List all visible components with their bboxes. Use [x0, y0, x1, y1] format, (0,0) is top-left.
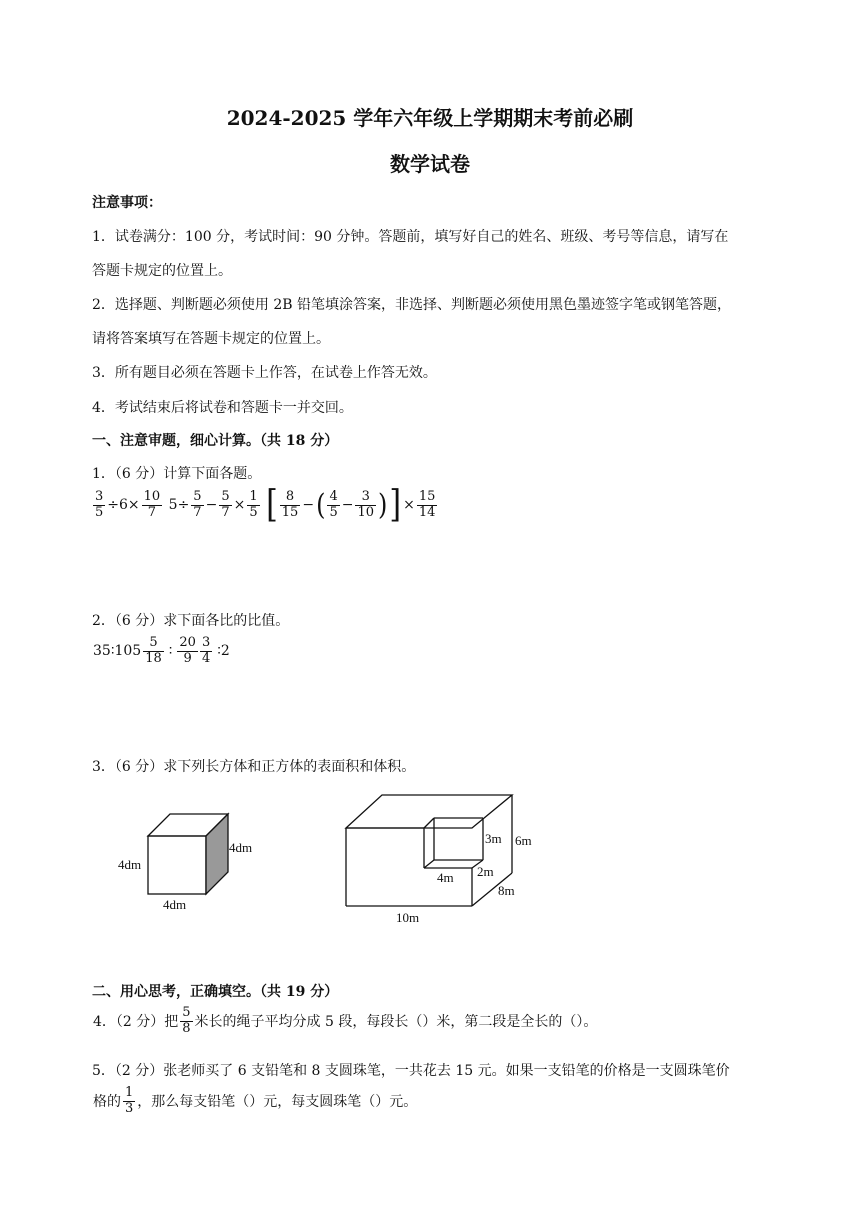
- notch-depth-label: 2m: [477, 864, 494, 879]
- operator: ÷6×: [107, 497, 140, 514]
- fraction: $\frac{1}{3}$: [125, 1085, 134, 1116]
- box-length-label: 10m: [396, 910, 420, 925]
- fraction: $\frac{4}{5}$: [329, 489, 338, 520]
- ratio-1: 35∶105: [93, 643, 142, 660]
- fraction: $\frac{8}{15}$: [281, 489, 299, 520]
- cube-side-face: [206, 814, 228, 894]
- section-2-heading: 二、用心思考，正确填空。（共 19 分）: [92, 984, 339, 1000]
- notch-width-label: 4m: [437, 870, 454, 885]
- cube-bottom-label: 4dm: [163, 897, 187, 912]
- box-height-label: 6m: [515, 833, 532, 848]
- operator: −: [341, 497, 354, 514]
- operator: ×: [403, 497, 415, 514]
- right-paren: ): [378, 488, 388, 523]
- q2-ratios: [92, 636, 231, 667]
- cube-figure: [148, 814, 228, 894]
- operator: 5÷: [168, 497, 190, 514]
- q5-text-end: ，那么每支铅笔（）元，每支圆珠笔（）元。: [137, 1094, 418, 1111]
- fraction: $\frac{10}{7}$: [143, 489, 161, 520]
- fraction: $\frac{5}{8}$: [182, 1005, 191, 1036]
- notched-box-figure: [346, 795, 512, 906]
- left-paren: (: [316, 488, 326, 523]
- fraction: $\frac{3}{4}$: [201, 635, 211, 666]
- q2-stem: 2．（6 分）求下面各比的比值。: [92, 613, 290, 629]
- q3-stem: 3．（6 分）求下列长方体和正方体的表面积和体积。: [92, 759, 416, 775]
- note-4: 4．考试结束后将试卷和答题卡一并交回。: [92, 400, 353, 416]
- cube-front-face: [148, 836, 206, 894]
- fraction: $\frac{1}{5}$: [249, 489, 258, 520]
- cube-right-label: 4dm: [229, 840, 253, 855]
- fraction: $\frac{5}{7}$: [221, 489, 230, 520]
- fraction: $\frac{3}{10}$: [357, 489, 374, 520]
- q4-text-end: 米长的绳子平均分成 5 段，每段长（）米，第二段是全长的（）。: [194, 1014, 598, 1031]
- section-1-heading: 一、注意审题，细心计算。（共 18 分）: [92, 433, 339, 449]
- note-2-line-1: 2．选择题、判断题必须使用 2B 铅笔填涂答案，非选择、判断题必须使用黑色墨迹签字笔或钢笔答题，: [92, 297, 732, 313]
- operator: −: [302, 497, 315, 514]
- q4-text-start: 4．（2 分）把: [93, 1014, 179, 1031]
- left-bracket: [: [266, 482, 278, 527]
- fraction: $\frac{5}{7}$: [193, 489, 202, 520]
- q1-stem: 1．（6 分）计算下面各题。: [92, 466, 262, 482]
- fraction: $\frac{20}{9}$: [179, 635, 196, 666]
- exam-subtitle: 数学试卷: [390, 152, 470, 176]
- q5-line-1: 5．（2 分）张老师买了 6 支铅笔和 8 支圆珠笔，一共花去 15 元。如果一支铅笔的价格是一支圆珠笔价: [92, 1063, 730, 1079]
- operator: −: [205, 497, 218, 514]
- note-1-line-2: 答题卡规定的位置上。: [92, 263, 232, 279]
- box-depth-label: 8m: [498, 883, 515, 898]
- note-2-line-2: 请将答案填写在答题卡规定的位置上。: [92, 331, 330, 347]
- q5-text-start: 格的: [93, 1094, 121, 1111]
- right-bracket: ]: [389, 482, 402, 527]
- ratio-separator: ∶: [168, 643, 173, 660]
- fraction: $\frac{5}{18}$: [145, 635, 162, 666]
- operator: ×: [233, 497, 246, 514]
- notes-heading: 注意事项：: [92, 195, 162, 211]
- cube-left-label: 4dm: [118, 857, 142, 872]
- ratio-3-tail: ∶2: [217, 643, 230, 660]
- q5-line-2: [92, 1086, 418, 1117]
- note-1-line-1: 1．试卷满分：100 分，考试时间：90 分钟。答题前，填写好自己的姓名、班级、考号等信息，请写在: [92, 229, 729, 245]
- fraction: $\frac{15}{14}$: [418, 489, 436, 520]
- exam-title: 2024-2025 学年六年级上学期期末考前必刷: [226, 106, 634, 130]
- note-3: 3．所有题目必须在答题卡上作答，在试卷上作答无效。: [92, 365, 437, 381]
- solids-figure: [0, 780, 860, 940]
- notch-height-label: 3m: [485, 831, 502, 846]
- q4: [92, 1006, 598, 1037]
- q1-expressions: [92, 482, 438, 527]
- fraction: $\frac{3}{5}$: [95, 489, 104, 520]
